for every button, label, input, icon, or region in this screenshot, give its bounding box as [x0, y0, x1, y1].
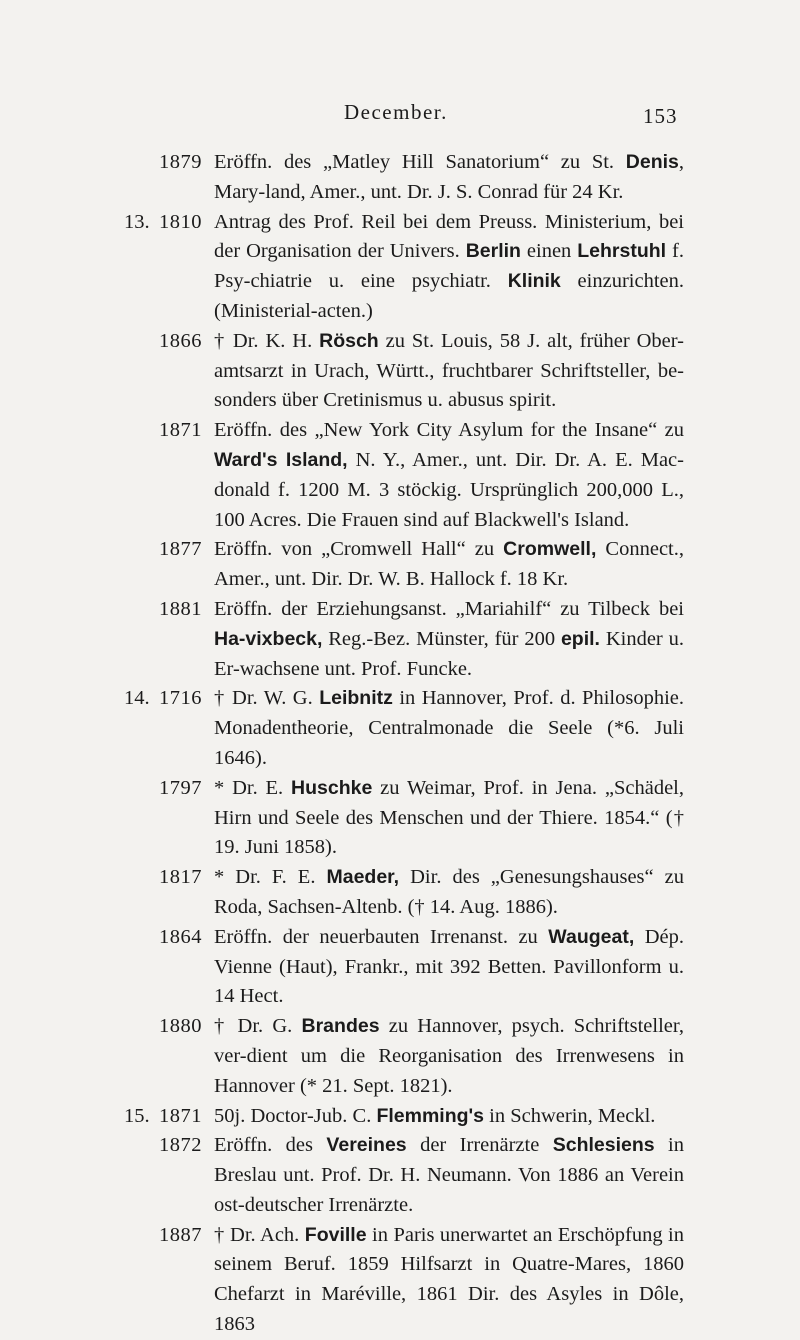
- entry-text: Eröffn. des Vereines der Irrenärzte Schlesiens in Breslau unt. Prof. Dr. H. Neumann. Von 1886 an Verein ost-deutscher Irrenärzte.: [214, 1134, 684, 1216]
- entry-year: 1716: [159, 687, 202, 710]
- highlighted-name: Ward's Island,: [214, 448, 348, 471]
- entry-year: 1871: [159, 419, 202, 442]
- entry: [0, 684, 800, 773]
- highlighted-name: Foville: [304, 1223, 367, 1246]
- entry-year: 1817: [159, 866, 202, 889]
- entry-text: † Dr. Ach. Foville in Paris unerwartet an Erschöpfung in seinem Beruf. 1859 Hilfsarzt in Quatre-Mares, 1860 Chefarzt in Maréville, 1861 Dir. des Asyles in Dôle, 1863: [214, 1223, 685, 1336]
- entry-text: Eröffn. der neuerbauten Irrenanst. zu Waugeat, Dép. Vienne (Haut), Frankr., mit 392 Betten. Pavillonform u. 14 Hect.: [214, 925, 684, 1008]
- highlighted-name: Huschke: [291, 776, 373, 799]
- entry-text: * Dr. F. E. Maeder, Dir. des „Genesungshauses“ zu Roda, Sachsen-Altenb. († 14. Aug. 1886).: [214, 866, 684, 918]
- highlighted-name: Waugeat,: [548, 925, 635, 948]
- highlighted-term: epil.: [560, 627, 600, 650]
- highlighted-name: Cromwell,: [503, 538, 597, 561]
- entry: [0, 923, 800, 1012]
- highlighted-term: Klinik: [507, 270, 561, 293]
- entry-day: 15.: [124, 1104, 150, 1127]
- entry-text: † Dr. W. G. Leibnitz in Hannover, Prof. d. Philosophie. Monadentheorie, Centralmonade die Seele (*6. Juli 1646).: [214, 687, 684, 769]
- highlighted-name: Berlin: [465, 240, 521, 263]
- entry-text: † Dr. G. Brandes zu Hannover, psych. Schriftsteller, ver-dient um die Reorganisation des Irrenwesens in Hannover (* 21. Sept. 1821).: [214, 1015, 684, 1097]
- entry-year: 1866: [159, 329, 202, 352]
- entry-text: Antrag des Prof. Reil bei dem Preuss. Ministerium, bei der Organisation der Univers. Berlin einen Lehrstuhl f. Psy-chiatrie u. eine psychiatr. Klinik einzurichten. (Ministerial-acten.): [214, 210, 685, 322]
- entry-text: Eröffn. des „Matley Hill Sanatorium“ zu St. Denis, Mary-land, Amer., unt. Dr. J. S. Conrad für 24 Kr.: [214, 151, 684, 203]
- highlighted-name: Denis: [625, 151, 679, 173]
- entry-text: † Dr. K. H. Rösch zu St. Louis, 58 J. alt, früher Ober-amtsarzt in Urach, Württ., fruchtbarer Schriftsteller, be-sonders über Cretinismus u. abusus spirit.: [214, 329, 684, 412]
- entry-text: Eröffn. von „Cromwell Hall“ zu Cromwell, Connect., Amer., unt. Dir. Dr. W. B. Hallock f. 18 Kr.: [214, 538, 684, 591]
- entry: [0, 774, 800, 863]
- entry-year: 1887: [159, 1223, 202, 1246]
- entry-day: 13.: [124, 210, 150, 233]
- entry: [0, 1102, 800, 1132]
- entry: [0, 327, 800, 416]
- entry-day: 14.: [124, 687, 150, 710]
- entry: [0, 595, 800, 684]
- entry-year: 1871: [159, 1104, 202, 1127]
- highlighted-name: Brandes: [301, 1015, 380, 1038]
- entry: [0, 1012, 800, 1101]
- page-number: 153: [643, 104, 678, 128]
- entry-year: 1877: [159, 538, 202, 561]
- entry-year: 1880: [159, 1015, 202, 1038]
- running-head-title: December.: [344, 100, 448, 124]
- entry-text: * Dr. E. Huschke zu Weimar, Prof. in Jena. „Schädel, Hirn und Seele des Menschen und der Thiere. 1854.“ († 19. Juni 1858).: [214, 776, 684, 859]
- highlighted-name: Leibnitz: [319, 687, 393, 710]
- highlighted-name: Ha-vixbeck,: [214, 627, 323, 650]
- entry-text: Eröffn. der Erziehungsanst. „Mariahilf“ zu Tilbeck bei Ha-vixbeck, Reg.-Bez. Münster, für 200 epil. Kinder u. Er-wachsene unt. Prof. Funcke.: [214, 597, 684, 680]
- highlighted-term: Lehrstuhl: [577, 240, 667, 263]
- running-head: [0, 100, 800, 130]
- entry: [0, 863, 800, 923]
- entry-text: Eröffn. des „New York City Asylum for the Insane“ zu Ward's Island, N. Y., Amer., unt. Dir. Dr. A. E. Mac-donald f. 1200 M. 3 stöckig. Ursprünglich 200,000 L., 100 Acres. Die Frauen sind auf Blackwell's Island.: [214, 419, 684, 531]
- chronicle-entries: [0, 148, 800, 1340]
- highlighted-name: Schlesiens: [552, 1134, 655, 1157]
- entry: [0, 208, 800, 327]
- entry-year: 1881: [159, 597, 202, 620]
- entry: [0, 416, 800, 535]
- entry-year: 1879: [159, 151, 202, 173]
- entry-year: 1797: [159, 776, 202, 799]
- entry-year: 1810: [159, 210, 202, 233]
- entry-year: 1864: [159, 925, 202, 948]
- entry: [0, 535, 800, 595]
- highlighted-name: Flemming's: [376, 1104, 485, 1127]
- highlighted-name: Maeder,: [326, 866, 400, 889]
- entry-year: 1872: [159, 1134, 202, 1157]
- entry: [0, 148, 800, 208]
- highlighted-term: Vereines: [326, 1134, 407, 1157]
- entry-text: 50j. Doctor-Jub. C. Flemming's in Schwerin, Meckl.: [214, 1104, 656, 1127]
- entry: [0, 1131, 800, 1220]
- highlighted-name: Rösch: [319, 329, 379, 352]
- entry: [0, 1221, 800, 1340]
